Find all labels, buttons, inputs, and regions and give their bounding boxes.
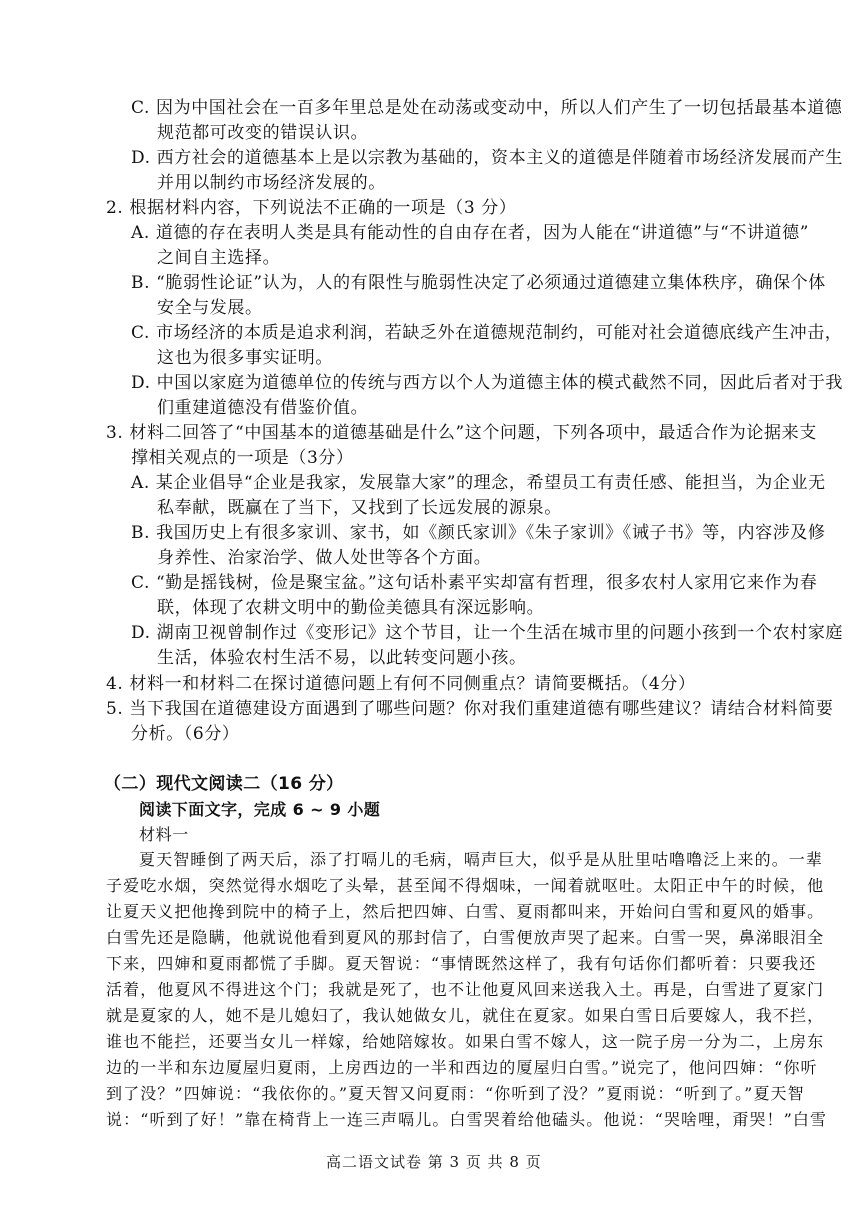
passage-line: 子爱吃水烟，突然觉得水烟吃了头晕，甚至闻不得烟味，一闻着就呕吐。太阳正中午的时候，他 — [106, 876, 825, 895]
q1-option-c-line2: 规范都可改变的错误认识。 — [157, 123, 369, 143]
q2-option-c-line2: 这也为很多事实证明。 — [157, 348, 333, 368]
q3-option-b-line1: B. 我国历史上有很多家训、家书，如《颜氏家训》《朱子家训》《诫子书》等，内容涉及修 — [131, 523, 826, 543]
q3-option-a-line2: 私奉献，既赢在了当下，又找到了长远发展的源泉。 — [157, 498, 562, 518]
q3-option-c-line1: C. “勤是摇钱树，俭是聚宝盆。”这句话朴素平实却富有哲理，很多农村人家用它来作为春 — [131, 573, 818, 593]
q3-option-d-line1: D. 湖南卫视曾制作过《变形记》这个节目，让一个生活在城市里的问题小孩到一个农村家庭 — [131, 623, 844, 643]
q3-option-d-line2: 生活，体验农村生活不易，以此转变问题小孩。 — [157, 648, 527, 668]
q2-option-d-line2: 们重建道德没有借鉴价值。 — [157, 398, 369, 418]
passage-line: 让夏天义把他搀到院中的椅子上，然后把四婶、白雪、夏雨都叫来，开始问白雪和夏风的婚事。 — [106, 902, 825, 921]
passage-line: 到了没？”四婶说：“我依你的。”夏天智又问夏雨：“你听到了没？”夏雨说：“听到了。”夏天智 — [106, 1084, 805, 1103]
section-instruction: 阅读下面文字，完成 6 ~ 9 小题 — [139, 800, 381, 819]
q3-stem-line1: 3. 材料二回答了“中国基本的道德基础是什么”这个问题，下列各项中，最适合作为论据来支 — [106, 423, 817, 443]
section-heading: （二）现代文阅读二（16 分） — [104, 774, 344, 794]
q3-option-c-line2: 联，体现了农耕文明中的勤俭美德具有深远影响。 — [157, 598, 545, 618]
passage-line: 活着，他夏风不得进这个门；我就是死了，也不让他夏风回来送我入土。再是，白雪进了夏家门 — [106, 980, 825, 999]
passage-line: 白雪先还是隐瞒，他就说他看到夏风的那封信了，白雪便放声哭了起来。白雪一哭，鼻涕眼泪全 — [106, 928, 825, 947]
q3-option-a-line1: A. 某企业倡导“企业是我家，发展靠大家”的理念，希望员工有责任感、能担当，为企业无 — [131, 473, 826, 493]
passage-line: 夏天智睡倒了两天后，添了打嗝儿的毛病，嗝声巨大，似乎是从肚里咕噜噜泛上来的。一辈 — [139, 850, 824, 869]
material-label: 材料一 — [139, 825, 189, 844]
q2-option-a-line1: A. 道德的存在表明人类是具有能动性的自由存在者，因为人能在“讲道德”与“不讲道德” — [131, 223, 810, 243]
q1-option-d-line1: D. 西方社会的道德基本上是以宗教为基础的，资本主义的道德是伴随着市场经济发展而产生 — [131, 148, 844, 168]
q4-text: 4. 材料一和材料二在探讨道德问题上有何不同侧重点？请简要概括。（4分） — [106, 674, 696, 694]
q1-option-d-line2: 并用以制约市场经济发展的。 — [157, 173, 386, 193]
q2-option-c-line1: C. 市场经济的本质是追求利润，若缺乏外在道德规范制约，可能对社会道德底线产生冲击， — [131, 323, 843, 343]
q2-stem: 2. 根据材料内容，下列说法不正确的一项是（3 分） — [106, 198, 517, 218]
q1-option-c-line1: C. 因为中国社会在一百多年里总是处在动荡或变动中，所以人们产生了一切包括最基本道德 — [131, 98, 843, 118]
page-footer: 高二语文试卷 第 3 页 共 8 页 — [326, 1153, 542, 1171]
passage-line: 谁也不能拦，还要当女儿一样嫁，给她陪嫁妆。如果白雪不嫁人，这一院子房一分为二，上房东 — [106, 1032, 825, 1051]
passage-line: 就是夏家的人，她不是儿媳妇了，我认她做女儿，就住在夏家。如果白雪日后要嫁人，我不拦， — [106, 1006, 825, 1025]
q2-option-b-line1: B. “脆弱性论证”认为，人的有限性与脆弱性决定了必须通过道德建立集体秩序，确保个体 — [131, 273, 826, 293]
passage-line: 下来，四婶和夏雨都慌了手脚。夏天智说：“事情既然这样了，我有句话你们都听着：只要我还 — [106, 954, 817, 973]
q5-line2: 分析。（6分） — [131, 724, 240, 744]
passage-line: 说：“听到了好！”靠在椅背上一连三声嗝儿。白雪哭着给他磕头。他说：“哭啥哩，甭哭！”白雪 — [106, 1110, 828, 1129]
q3-option-b-line2: 身养性、治家治学、做人处世等各个方面。 — [157, 548, 492, 568]
q2-option-a-line2: 之间自主选择。 — [157, 248, 281, 268]
passage-line: 边的一半和东边厦屋归夏雨，上房西边的一半和西边的厦屋归白雪。”说完了，他问四婶：“你听 — [106, 1058, 818, 1077]
q2-option-b-line2: 安全与发展。 — [157, 298, 263, 318]
q5-line1: 5. 当下我国在道德建设方面遇到了哪些问题？你对我们重建道德有哪些建议？请结合材料简要 — [106, 699, 834, 719]
q2-option-d-line1: D. 中国以家庭为道德单位的传统与西方以个人为道德主体的模式截然不同，因此后者对于我 — [131, 373, 844, 393]
q3-stem-line2: 撑相关观点的一项是（3分） — [131, 448, 354, 468]
